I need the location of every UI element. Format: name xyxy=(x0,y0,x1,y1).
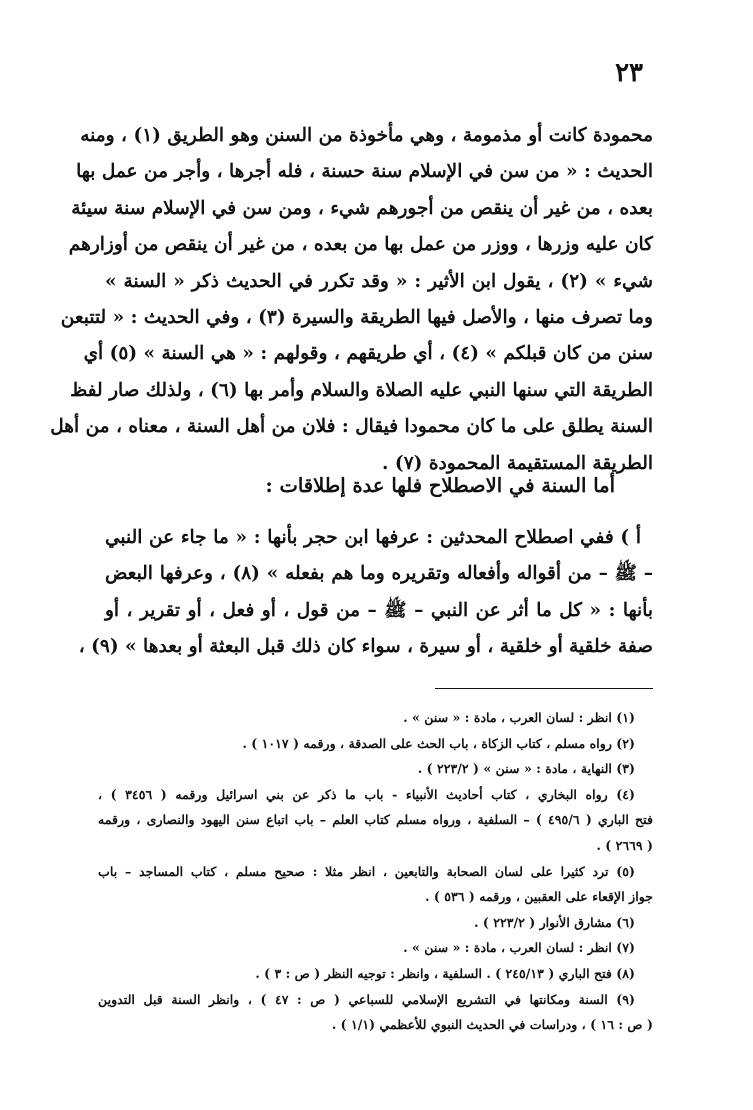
footnote-continuation: ( ٢٦٦٩ ) . xyxy=(596,837,653,853)
text-line: وما تصرف منها ، والأصل فيها الطريقة والسيرة (٣) ، وفي الحديث : « لتتبعن xyxy=(60,306,653,328)
footnotes xyxy=(98,705,653,1038)
footnote: (٨) فتح الباري ( ٢٤٥/١٣ ) . السلفية ، وانظر : توجيه النظر ( ص : ٣ ) . xyxy=(255,965,635,981)
footnote: (٩) السنة ومكانتها في التشريع الإسلامي للسباعي ( ص : ٤٧ ) ، وانظر السنة قبل التدوين xyxy=(98,991,635,1007)
footnote-continuation: فتح الباري ( ٤٩٥/٦ ) – السلفية ، ورواه مسلم كتاب العلم – باب اتباع سنن اليهود والنصارى ، ورقمه xyxy=(98,812,653,828)
text-line: بأنها : « كل ما أثر عن النبي – ﷺ – من قول ، أو فعل ، أو تقرير ، أو xyxy=(105,599,653,621)
page-number: ٢٣ xyxy=(615,58,643,88)
footnote-divider xyxy=(435,688,653,689)
text-line: كان عليه وزرها ، ووزر من عمل بها من بعده ، من غير أن ينقص من أوزارهم xyxy=(68,234,653,256)
text-line: صفة خلقية أو خلقية ، أو سيرة ، سواء كان ذلك قبل البعثة أو بعدها » (٩) ، xyxy=(78,636,653,658)
text-line: الطريقة المستقيمة المحمودة (٧) . xyxy=(382,452,653,474)
text-line: محمودة كانت أو مذمومة ، وهي مأخوذة من السنن وهو الطريق (١) ، ومنه xyxy=(80,125,653,146)
text-line: الحديث : « من سن في الإسلام سنة حسنة ، فله أجرها ، وأجر من عمل بها xyxy=(76,161,653,183)
text-line: – ﷺ – من أقواله وأفعاله وتقريره وما هم بفعله » (٨) ، وعرفها البعض xyxy=(105,563,653,585)
text-line: أ ) ففي اصطلاح المحدثين : عرفها ابن حجر بأنها : « ما جاء عن النبي xyxy=(105,527,641,548)
footnote: (٤) رواه البخاري ، كتاب أحاديث الأنبياء - باب ما ذكر عن بني اسرائيل ورقمه ( ٣٤٥٦ ) ، xyxy=(98,786,636,802)
footnote-continuation: جواز الإقعاء على العقبين ، ورقمه ( ٥٣٦ ) . xyxy=(425,889,653,905)
footnote: (١) انظر : لسان العرب ، مادة : « سنن » . xyxy=(403,710,635,725)
footnote: (٥) ترد كثيرا على لسان الصحابة والتابعين ، انظر مثلا : صحيح مسلم ، كتاب المساجد – باب xyxy=(98,863,635,879)
footnote: (٢) رواه مسلم ، كتاب الزكاة ، باب الحث على الصدقة ، ورقمه ( ١٠١٧ ) . xyxy=(242,735,635,751)
text-line: سنن من كان قبلكم » (٤) ، أي طريقهم ، وقولهم : « هي السنة » (٥) أي xyxy=(83,343,653,365)
text-line: بعده ، من غير أن ينقص من أجورهم شيء ، ومن سن في الإسلام سنة سيئة xyxy=(71,197,653,219)
paragraph-1 xyxy=(50,118,653,482)
footnote: (٦) مشارق الأنوار ( ٢٢٣/٢ ) . xyxy=(474,914,635,930)
section-heading: أما السنة في الاصطلاح فلها عدة إطلاقات : xyxy=(265,474,615,497)
footnote-continuation: ( ص : ١٦ ) ، ودراسات في الحديث النبوي للأعظمي (١/١ ) . xyxy=(331,1017,653,1033)
text-line: شيء » (٢) ، يقول ابن الأثير : « وقد تكرر في الحديث ذكر « السنة » xyxy=(105,270,653,292)
paragraph-2 xyxy=(78,520,653,666)
footnote: (٣) النهاية ، مادة : « سنن » ( ٢٢٣/٢ ) . xyxy=(417,761,635,777)
text-line: الطريقة التي سنها النبي عليه الصلاة والسلام وأمر بها (٦) ، ولذلك صار لفظ xyxy=(70,379,653,401)
text-line: السنة يطلق على ما كان محمودا فيقال : فلان من أهل السنة ، معناه ، من أهل xyxy=(50,416,653,438)
footnote: (٧) انظر : لسان العرب ، مادة : « سنن » . xyxy=(403,940,635,956)
